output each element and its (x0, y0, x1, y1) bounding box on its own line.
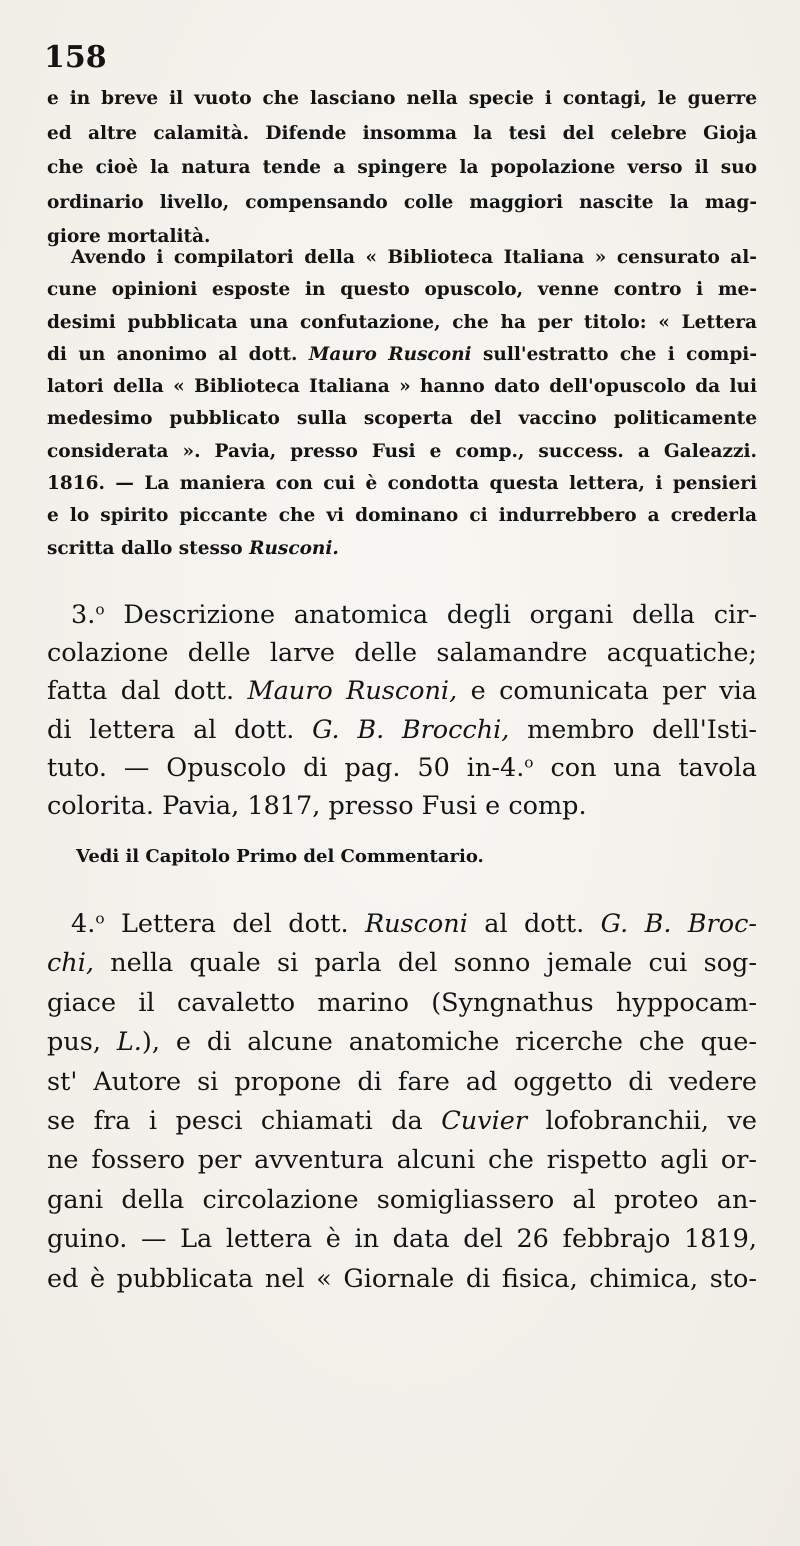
text-line: cune opinioni esposte in questo opuscolo, venne contro i me- (47, 279, 757, 301)
text-line: 1816. — La maniera con cui è condotta questa lettera, i pensieri (47, 473, 757, 495)
text-line (47, 749, 757, 787)
text-run: con una tavola (533, 752, 757, 783)
text-line: giore mortalità. (47, 226, 211, 247)
superscript: o (95, 600, 105, 619)
text-line (47, 711, 757, 749)
text-run: sull'estratto che i compi- (471, 343, 757, 365)
text-run: di lettera al dott. (47, 714, 313, 745)
text-run: scritta dallo stesso (47, 537, 250, 559)
superscript: o (524, 753, 534, 772)
cross-reference-note: Vedi il Capitolo Primo del Commentario. (76, 846, 484, 867)
text-line (47, 596, 757, 634)
text-run: pus, (47, 1027, 117, 1058)
paragraph-1 (47, 82, 757, 255)
author-name: Mauro Rusconi, (247, 676, 458, 707)
text-line: Avendo i compilatori della « Biblioteca Italiana » censurato al- (71, 247, 757, 268)
text-run: al dott. (467, 909, 601, 939)
text-run: lofobranchii, ve (527, 1105, 757, 1136)
author-name: chi, (47, 948, 94, 979)
author-initials: G. B. (312, 714, 385, 745)
text-run: tuto. — Opuscolo di pag. 50 in-4. (47, 752, 525, 783)
text-run: Lettera del dott. (104, 909, 365, 939)
entry-number: 4. (71, 909, 96, 939)
text-line (47, 1023, 757, 1062)
text-run (384, 715, 402, 745)
text-line: colorita. Pavia, 1817, presso Fusi e comp. (47, 790, 587, 821)
text-line: colazione delle larve delle salamandre acquatiche; (47, 638, 757, 669)
taxon-authority: L. (116, 1027, 142, 1058)
text-line: e in breve il vuoto che lasciano nella specie i contagi, le guerre (47, 88, 757, 109)
text-line: ne fossero per avventura alcuni che rispetto agli or- (47, 1145, 757, 1176)
author-name: Mauro Rusconi (308, 343, 472, 365)
author-name: Brocchi, (401, 714, 510, 745)
text-run: membro dell'Isti- (509, 714, 757, 745)
text-line (47, 944, 757, 983)
page-number: 158 (44, 40, 107, 75)
paragraph-2 (47, 242, 757, 565)
text-line: desimi pubblicata una confutazione, che ha per titolo: « Lettera (47, 311, 757, 333)
bibliography-entry-4 (47, 905, 757, 1299)
text-run: e comunicata per via (457, 676, 757, 707)
entry-number: 3. (71, 600, 96, 630)
text-line: gani della circolazione somigliassero al proteo an- (47, 1184, 757, 1215)
text-run: ), e di alcune anatomiche ricerche che que- (141, 1027, 757, 1058)
superscript: o (95, 909, 105, 928)
text-line: medesimo pubblicato sulla scoperta del vaccino politicamente (47, 408, 757, 430)
text-line: st' Autore si propone di fare ad oggetto di vedere (47, 1066, 757, 1097)
text-line: latori della « Biblioteca Italiana » hanno dato dell'opuscolo da lui (47, 376, 757, 398)
text-line: che cioè la natura tende a spingere la popolazione verso il suo (47, 157, 757, 178)
text-run: se fra i pesci chiamati da (47, 1105, 442, 1136)
text-line: ed è pubblicata nel « Giornale di fisica, chimica, sto- (47, 1263, 757, 1294)
author-name: G. B. Broc- (600, 909, 757, 939)
text-line (47, 339, 757, 371)
text-line: ed altre calamità. Difende insomma la tesi del celebre Gioja (47, 122, 757, 144)
text-line (47, 533, 757, 565)
text-line: giace il cavaletto marino (Syngnathus hyppocam- (47, 987, 757, 1018)
text-run: nella quale si parla del sonno jemale cui sog- (93, 948, 757, 979)
text-run: Descrizione anatomica degli organi della cir- (104, 600, 757, 630)
text-line: guino. — La lettera è in data del 26 febbrajo 1819, (47, 1224, 757, 1255)
text-line (47, 672, 757, 710)
author-name: Rusconi. (249, 537, 339, 559)
text-line: ordinario livello, compensando colle maggiori nascite la mag- (47, 191, 757, 213)
text-line (47, 1102, 757, 1141)
text-run: di un anonimo al dott. (47, 343, 309, 365)
author-name: Rusconi (364, 909, 468, 939)
text-line (47, 905, 757, 944)
text-line: considerata ». Pavia, presso Fusi e comp., success. a Galeazzi. (47, 440, 757, 462)
author-name: Cuvier (441, 1105, 528, 1136)
text-run: fatta dal dott. (47, 676, 248, 707)
bibliography-entry-3 (47, 596, 757, 825)
text-line: e lo spirito piccante che vi dominano ci indurrebbero a crederla (47, 505, 757, 527)
